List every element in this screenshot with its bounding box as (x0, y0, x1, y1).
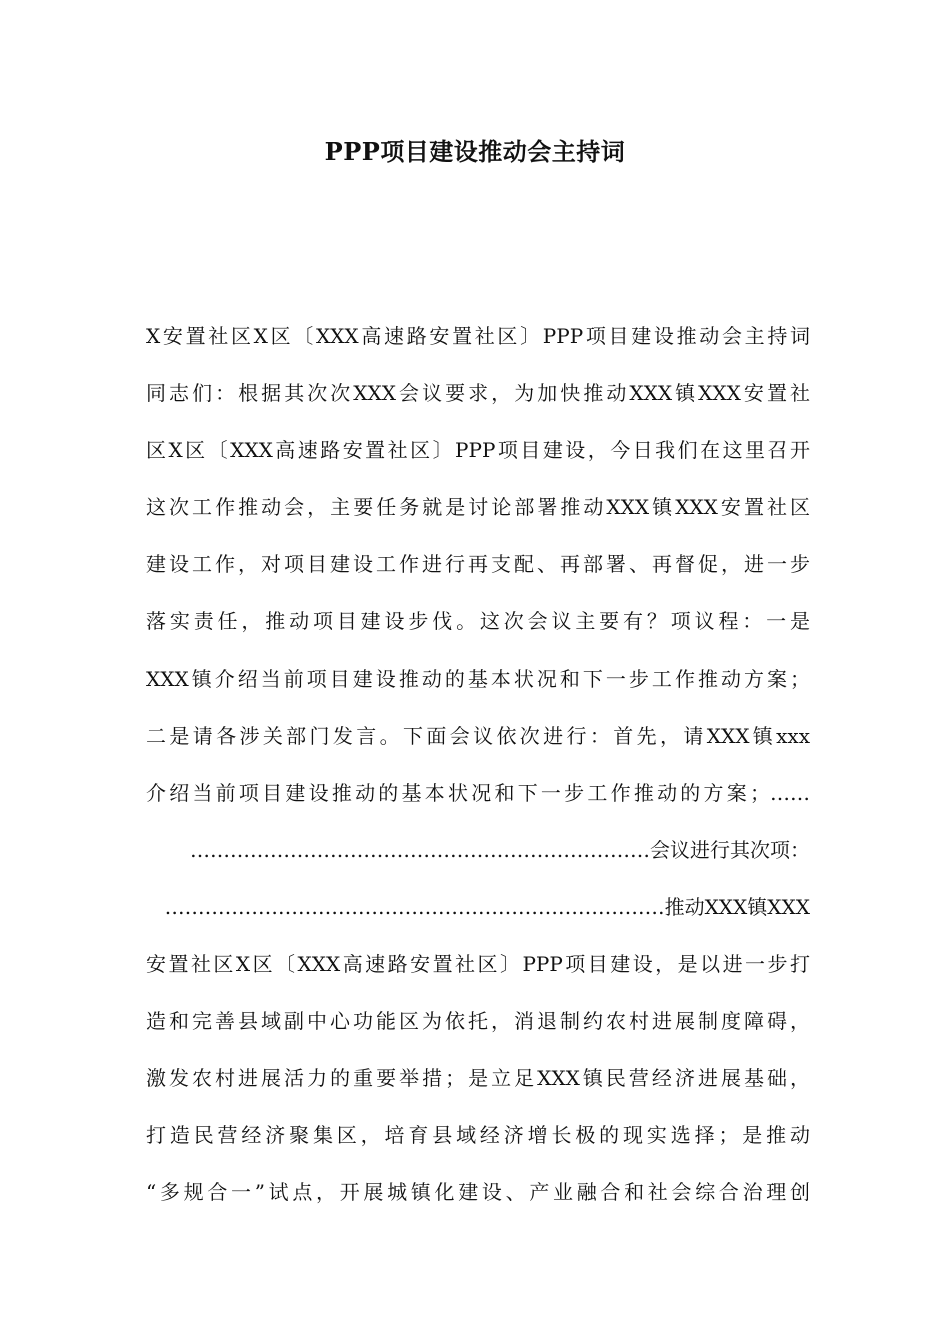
body-line: ……………………………………………………………会议进行其次项： (190, 837, 810, 862)
body-line: XXX镇介绍当前项目建设推动的基本状况和下一步工作推动方案； (146, 666, 810, 691)
body-line: 落实责任，推动项目建设步伐。这次会议主要有？项议程：一是 (146, 609, 810, 634)
body-line: 激发农村进展活力的重要举措；是立足XXX镇民营经济进展基础， (146, 1066, 810, 1091)
body-line: 打造民营经济聚集区，培育县域经济增长极的现实选择；是推动 (146, 1123, 810, 1148)
body-line: 同志们：根据其次次XXX会议要求，为加快推动XXX镇XXX安置社 (146, 381, 810, 406)
document-title: PPP项目建设推动会主持词 (324, 137, 626, 166)
body-line: 这次工作推动会，主要任务就是讨论部署推动XXX镇XXX安置社区 (146, 495, 810, 520)
body-line: …………………………………………………………………推动XXX镇XXX (164, 894, 810, 919)
document-body (146, 318, 810, 1232)
body-line: 造和完善县域副中心功能区为依托，消退制约农村进展制度障碍， (146, 1009, 810, 1034)
body-line: 建设工作，对项目建设工作进行再支配、再部署、再督促，进一步 (146, 552, 810, 577)
body-line: “多规合一”试点，开展城镇化建设、产业融合和社会综合治理创 (146, 1180, 810, 1205)
body-line: 二是请各涉关部门发言。下面会议依次进行：首先，请XXX镇xxx (146, 723, 810, 748)
body-line: 区X区〔XXX高速路安置社区〕PPP项目建设，今日我们在这里召开 (146, 438, 810, 463)
body-line: X安置社区X区〔XXX高速路安置社区〕PPP项目建设推动会主持词 (146, 324, 810, 348)
body-line: 安置社区X区〔XXX高速路安置社区〕PPP项目建设，是以进一步打 (146, 952, 810, 977)
body-line: 介绍当前项目建设推动的基本状况和下一步工作推动的方案；…… (146, 780, 810, 805)
